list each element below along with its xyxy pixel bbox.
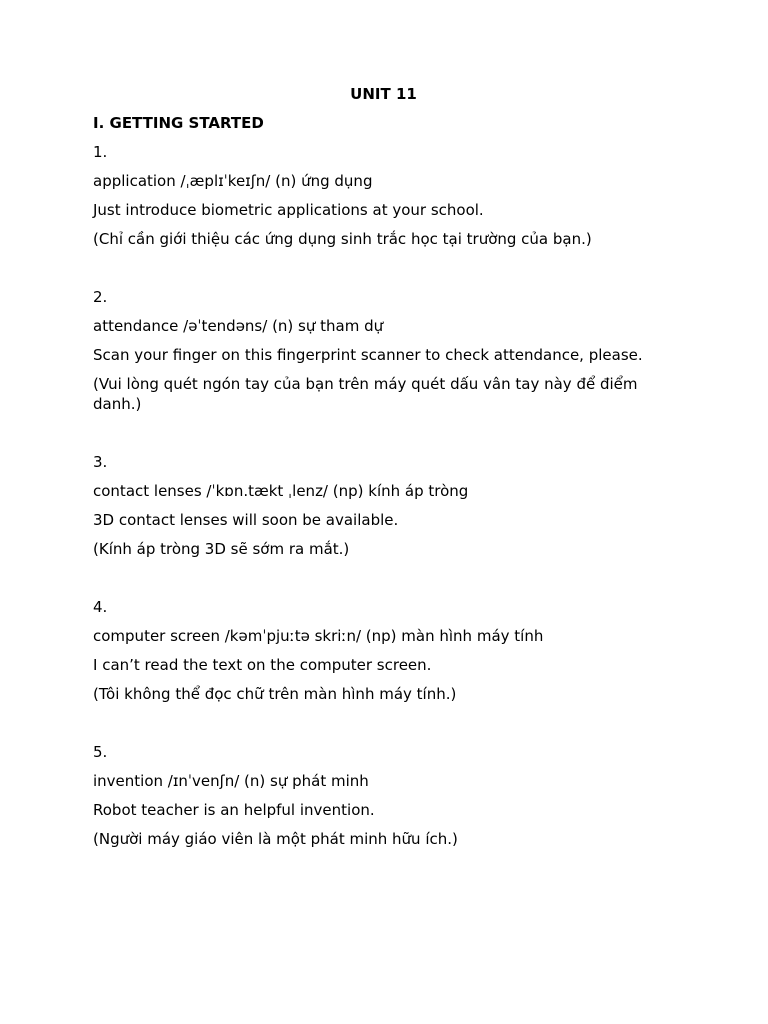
vocab-entry-4	[93, 597, 668, 704]
entry-number: 2.	[93, 288, 108, 306]
example-sentence: Just introduce biometric applications at your school.	[93, 201, 484, 219]
entry-number: 5.	[93, 743, 108, 761]
entry-number: 3.	[93, 453, 108, 471]
vocab-line: attendance /əˈtendəns/ (n) sự tham dự	[93, 317, 384, 335]
vocab-line: computer screen /kəmˈpjuːtə skriːn/ (np) màn hình máy tính	[93, 627, 544, 645]
translation-sentence: (Kính áp tròng 3D sẽ sớm ra mắt.)	[93, 540, 350, 558]
entry-number: 1.	[93, 143, 108, 161]
vocab-line: application /ˌæplɪˈkeɪʃn/ (n) ứng dụng	[93, 172, 373, 190]
vocab-entry-5	[93, 742, 668, 849]
entry-number: 4.	[93, 598, 108, 616]
translation-sentence: (Người máy giáo viên là một phát minh hữu ích.)	[93, 830, 458, 848]
example-sentence: I can’t read the text on the computer screen.	[93, 656, 432, 674]
vocab-line: contact lenses /ˈkɒn.tækt ˌlenz/ (np) kính áp tròng	[93, 482, 469, 500]
translation-sentence: (Tôi không thể đọc chữ trên màn hình máy tính.)	[93, 685, 457, 703]
section-title: I. GETTING STARTED	[93, 114, 264, 132]
example-sentence: Robot teacher is an helpful invention.	[93, 801, 375, 819]
example-sentence: 3D contact lenses will soon be available.	[93, 511, 399, 529]
unit-title: UNIT 11	[350, 85, 417, 103]
vocab-entry-3	[93, 452, 668, 559]
translation-sentence: (Chỉ cần giới thiệu các ứng dụng sinh trắc học tại trường của bạn.)	[93, 230, 592, 248]
vocab-line: invention /ɪnˈvenʃn/ (n) sự phát minh	[93, 772, 369, 790]
vocab-entry-2	[93, 287, 668, 414]
vocab-entry-1	[93, 142, 668, 249]
example-sentence: Scan your finger on this fingerprint scanner to check attendance, please.	[93, 346, 643, 364]
translation-sentence: (Vui lòng quét ngón tay của bạn trên máy quét dấu vân tay này để điểm danh.)	[93, 375, 638, 413]
